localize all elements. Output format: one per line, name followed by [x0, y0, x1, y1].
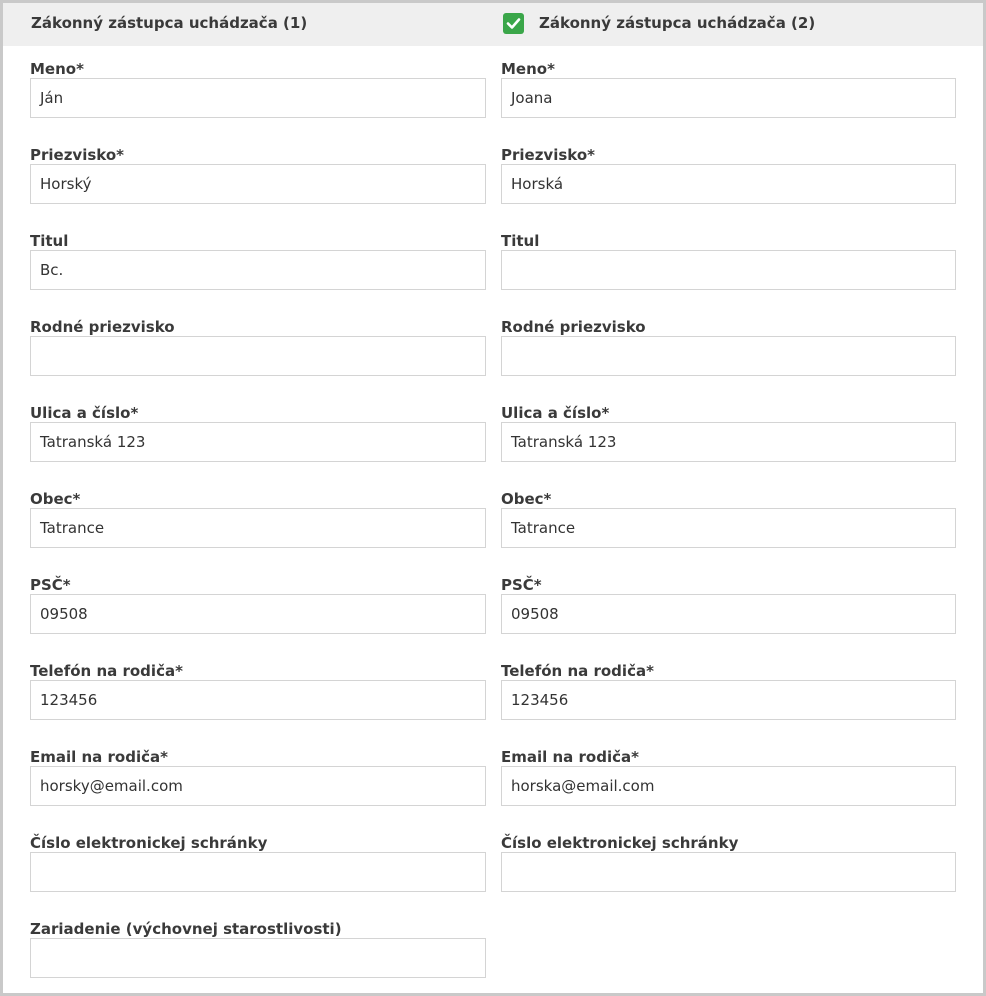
rodne-priezvisko-input[interactable] — [501, 336, 956, 376]
obec-label: Obec* — [30, 490, 81, 508]
obec-label: Obec* — [501, 490, 552, 508]
email-label: Email na rodiča* — [501, 748, 639, 766]
email-input[interactable]: horsky@email.com — [30, 766, 486, 806]
psc-label: PSČ* — [501, 576, 542, 594]
meno-input[interactable]: Ján — [30, 78, 486, 118]
psc-input[interactable]: 09508 — [501, 594, 956, 634]
titul-label: Titul — [30, 232, 69, 250]
email-label: Email na rodiča* — [30, 748, 168, 766]
telefon-label: Telefón na rodiča* — [501, 662, 654, 680]
priezvisko-label: Priezvisko* — [501, 146, 596, 164]
guardian-2-title: Zákonný zástupca uchádzača (2) — [539, 14, 816, 32]
titul-input[interactable] — [501, 250, 956, 290]
telefon-input[interactable]: 123456 — [501, 680, 956, 720]
schranka-input[interactable] — [30, 852, 486, 892]
rodne-priezvisko-label: Rodné priezvisko — [501, 318, 646, 336]
meno-label: Meno* — [501, 60, 555, 78]
ulica-label: Ulica a číslo* — [30, 404, 139, 422]
rodne-priezvisko-label: Rodné priezvisko — [30, 318, 175, 336]
titul-input[interactable]: Bc. — [30, 250, 486, 290]
form-header — [3, 3, 983, 46]
rodne-priezvisko-input[interactable] — [30, 336, 486, 376]
psc-input[interactable]: 09508 — [30, 594, 486, 634]
titul-label: Titul — [501, 232, 540, 250]
schranka-label: Číslo elektronickej schránky — [30, 834, 268, 852]
ulica-label: Ulica a číslo* — [501, 404, 610, 422]
email-input[interactable]: horska@email.com — [501, 766, 956, 806]
priezvisko-label: Priezvisko* — [30, 146, 125, 164]
meno-input[interactable]: Joana — [501, 78, 956, 118]
checkmark-icon — [506, 16, 521, 31]
obec-input[interactable]: Tatrance — [30, 508, 486, 548]
zariadenie-label: Zariadenie (výchovnej starostlivosti) — [30, 920, 342, 938]
telefon-label: Telefón na rodiča* — [30, 662, 183, 680]
priezvisko-input[interactable]: Horská — [501, 164, 956, 204]
schranka-input[interactable] — [501, 852, 956, 892]
schranka-label: Číslo elektronickej schránky — [501, 834, 739, 852]
ulica-input[interactable]: Tatranská 123 — [501, 422, 956, 462]
psc-label: PSČ* — [30, 576, 71, 594]
guardian-2-checkbox[interactable] — [503, 13, 524, 34]
priezvisko-input[interactable]: Horský — [30, 164, 486, 204]
meno-label: Meno* — [30, 60, 84, 78]
guardian-1-title: Zákonný zástupca uchádzača (1) — [31, 14, 308, 32]
telefon-input[interactable]: 123456 — [30, 680, 486, 720]
ulica-input[interactable]: Tatranská 123 — [30, 422, 486, 462]
zariadenie-input[interactable] — [30, 938, 486, 978]
obec-input[interactable]: Tatrance — [501, 508, 956, 548]
